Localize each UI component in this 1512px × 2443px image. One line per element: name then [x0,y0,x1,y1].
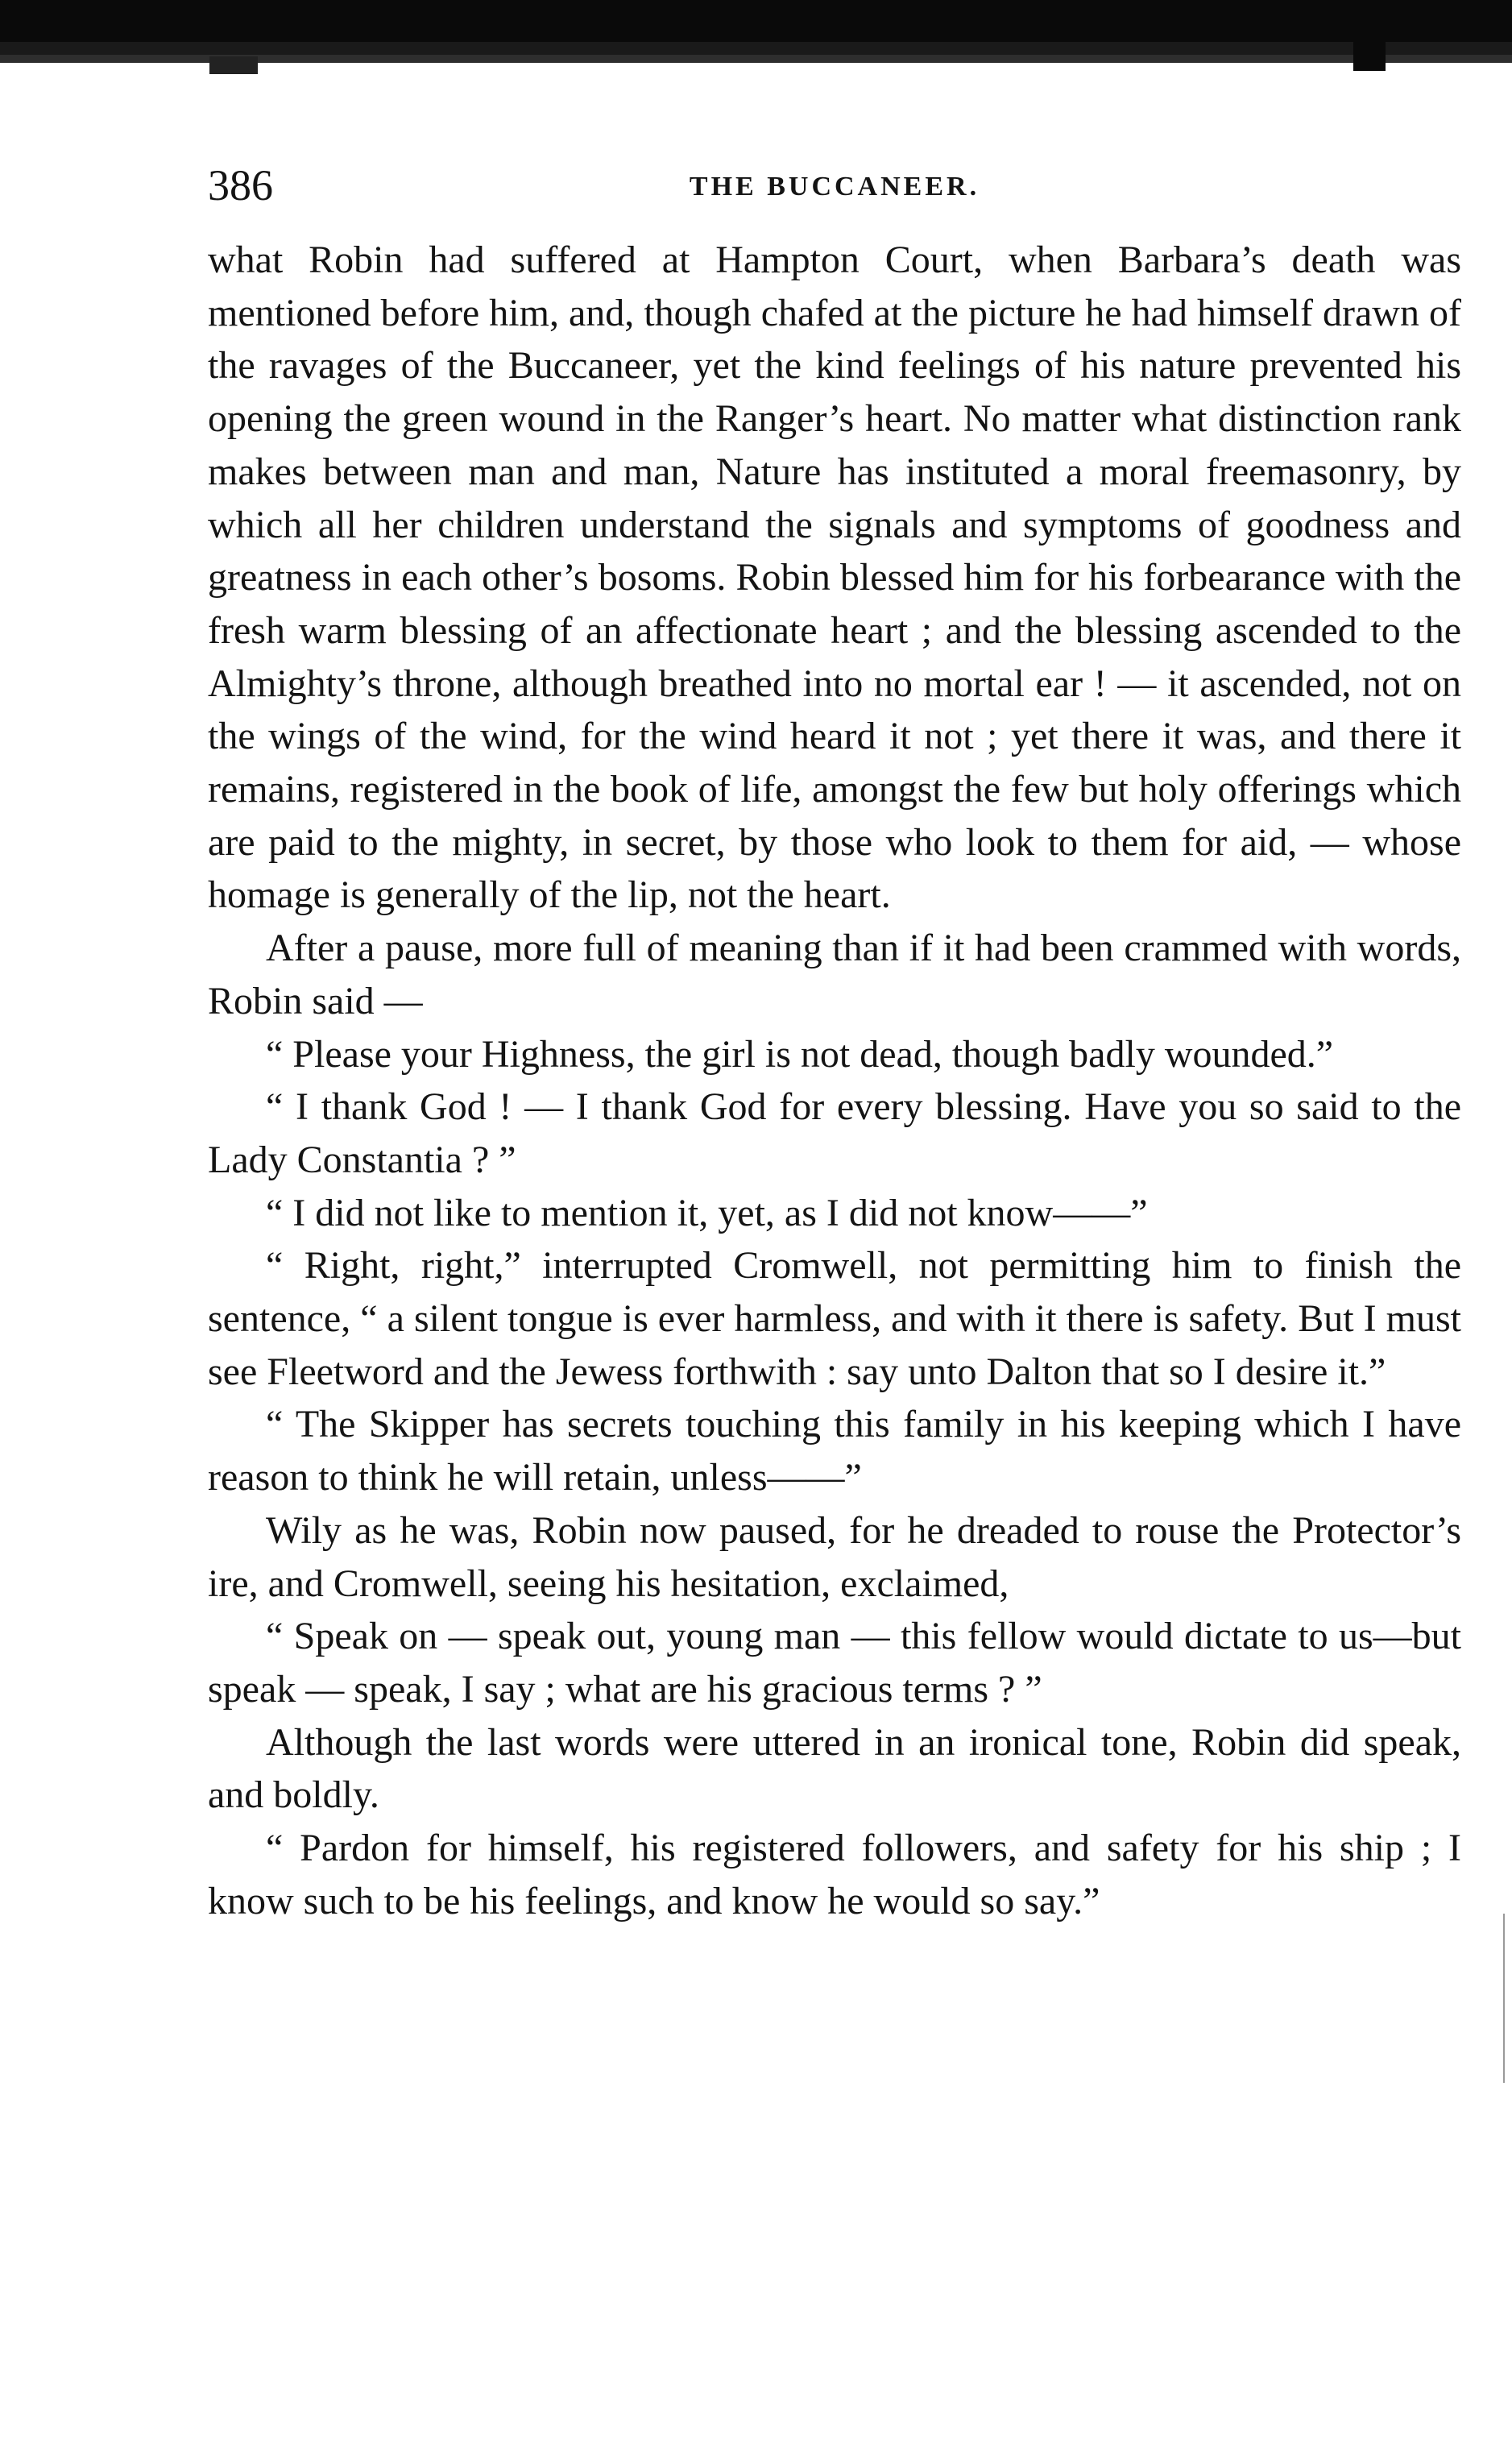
page-number: 386 [208,161,273,209]
paragraph: “ The Skipper has secrets touching this family in his keeping which I have reason to think he will retain, unless——” [208,1403,1461,1499]
scan-top-edge [0,0,1512,89]
body-text [208,234,1461,1928]
scan-margin-rule [1503,1914,1505,2083]
book-page [208,161,1461,1928]
paragraph: “ Please your Highness, the girl is not dead, though badly wounded.” [266,1032,1334,1076]
paragraph: “ Speak on — speak out, young man — this fellow would dictate to us—but speak — speak, I say ; what are his gracious terms ? ” [208,1615,1461,1711]
running-head [208,161,1461,234]
paragraph: “ I thank God ! — I thank God for every blessing. Have you so said to the Lady Constantia ? ” [208,1085,1461,1181]
paragraph: “ Right, right,” interrupted Cromwell, not permitting him to finish the sentence, “ a silent tongue is ever harmless, and with it there is safety. But I must see Fleetword and the Jewess forthwith : say unto Dalton that so I desire it.” [208,1244,1461,1393]
paragraph: Although the last words were uttered in an ironical tone, Robin did speak, and boldly. [208,1720,1461,1817]
paragraph: Wily as he was, Robin now paused, for he dreaded to rouse the Protector’s ire, and Cromwell, seeing his hesitation, exclaimed, [208,1508,1461,1605]
running-title: THE BUCCANEER. [689,172,980,201]
paragraph: “ Pardon for himself, his registered followers, and safety for his ship ; I know such to be his feelings, and know he would so say.” [208,1827,1461,1922]
paragraph: After a pause, more full of meaning than if it had been crammed with words, Robin said — [208,927,1461,1022]
paragraph: “ I did not like to mention it, yet, as I did not know——” [266,1191,1148,1234]
paragraph: what Robin had suffered at Hampton Court, when Barbara’s death was mentioned before him, and, though chafed at the picture he had himself drawn of the ravages of the Buccaneer, yet the kind feelings of his nature prevented his opening the green wound in the Ranger’s heart. No matter what distinction rank makes between man and man, Nature has instituted a moral freemasonry, by which all her children understand the signals and symptoms of goodness and greatness in each other’s bosoms. Robin blessed him for his forbearance with the fresh warm blessing of an affectionate heart ; and the blessing ascended to the Almighty’s throne, although breathed into no mortal ear ! — it ascended, not on the wings of the wind, for the wind heard it not ; yet there it was, and there it remains, registered in the book of life, amongst the few but holy offerings which are paid to the mighty, in secret, by those who look to them for aid, — whose homage is generally of the lip, not the heart. [208,238,1461,917]
